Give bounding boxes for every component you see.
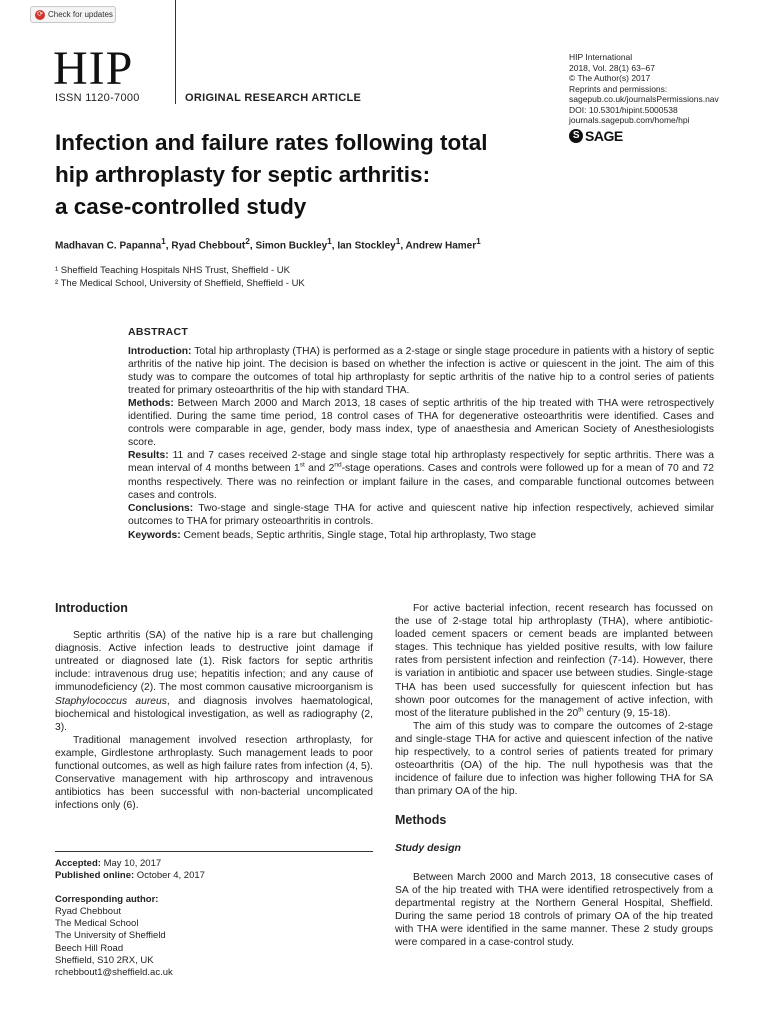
title-line: a case-controlled study (55, 194, 307, 219)
journal-meta-line: HIP International (569, 52, 633, 62)
body-paragraph: The aim of this study was to compare the outcomes of 2-stage and single-stage THA for active and quiescent infection of the native hip respectively, to a control series of patients treated for primary osteoarthritis (OA) of the hip. The null hypothesis was that the incidence of failure due to infection was higher following THA for SA than primary OA of the hip. (395, 720, 713, 798)
check-for-updates-label: Check for updates (48, 10, 113, 19)
paragraph-text: century (9, 15-18). (583, 707, 671, 719)
body-paragraph (395, 602, 713, 720)
abstract-introduction (128, 345, 714, 397)
abstract-text: 11 and 7 cases received 2-stage and single stage total hip arthroplasty respectively for septic arthritis. There was a mean interval of 4 months between 1 (128, 450, 714, 475)
ordinal-suffix: th (578, 706, 584, 714)
ordinal-suffix: st (299, 462, 305, 470)
paragraph-text: For active bacterial infection, recent research has focussed on the use of 2-stage total hip arthroplasty (THA), where antibiotic-loaded cement spacers or cement beads are implanted between stages. This technique has yielded positive results, with low failure rates from persistent infection and reinfection (7-14). However, there is variation in antibiotic and spacer use between studies. Single-stage THA has been used successfully for quiescent infection but has shown poor outcomes for the management of active infection, with most of the literature published in the 20 (395, 603, 713, 719)
abstract-text: Total hip arthroplasty (THA) is performed as a 2-stage or single stage procedure in patients with a history of septic arthritis of the native hip joint. The decision is based on whether the infection is active or quiescent in the joint. The aim of this study was to compare the outcomes of total hip arthroplasty for septic arthritis of the native hip to a control series of patients treated for primary osteoarthritis of the hip with standard THA. (128, 346, 714, 397)
abstract-results (128, 449, 714, 501)
check-for-updates-badge[interactable] (30, 6, 116, 23)
abstract-label: Keywords: (128, 529, 181, 541)
affiliation-line: ² The Medical School, University of Sheffield, Sheffield - UK (55, 278, 305, 289)
journal-logo: HIP (53, 42, 134, 95)
abstract-text: -stage operations. Cases and controls were followed up for a mean of 70 and 72 months respectively. There was no reinfection or implant failure in the cases, and comparable functional outcomes between cases and controls. (128, 463, 714, 501)
affiliation-line: ¹ Sheffield Teaching Hospitals NHS Trust, Sheffield - UK (55, 265, 290, 276)
author-name[interactable]: Ryad Chebbout (171, 240, 246, 252)
accepted-date (55, 858, 373, 870)
author-name[interactable]: Andrew Hamer (405, 240, 477, 252)
corresponding-author-line: Beech Hill Road (55, 942, 124, 954)
corresponding-author-label: Corresponding author: (55, 893, 159, 905)
journal-meta-line: 2018, Vol. 28(1) 63–67 (569, 62, 656, 73)
article-type: ORIGINAL RESEARCH ARTICLE (185, 92, 362, 104)
paragraph-text: , and diagnosis involves haematological, biochemical and histological investigation, as well as radiography (2, 3). (55, 695, 373, 733)
abstract-label: Introduction: (128, 346, 192, 358)
journal-meta-line: © The Author(s) 2017 (569, 73, 651, 83)
issn: ISSN 1120-7000 (55, 92, 140, 104)
abstract-label: Methods: (128, 398, 174, 410)
publisher-name: SAGE (585, 128, 623, 144)
footnote-value: May 10, 2017 (100, 858, 162, 869)
corresponding-author-line: Ryad Chebbout (55, 905, 122, 917)
publisher-logo (569, 128, 623, 144)
corresponding-author-line: The University of Sheffield (55, 930, 166, 942)
corresponding-author-line: Sheffield, S10 2RX, UK (55, 955, 154, 967)
abstract-keywords (128, 529, 714, 542)
left-column (55, 602, 373, 812)
footnote-divider (55, 851, 373, 852)
methods-heading: Methods (395, 813, 447, 828)
article-footnote (55, 858, 373, 980)
footnote-spacer (55, 883, 373, 894)
corresponding-author-email[interactable]: rchebbout1@sheffield.ac.uk (55, 967, 173, 979)
journal-home-link[interactable]: journals.sagepub.com/home/hpi (569, 115, 690, 125)
author-name[interactable]: Madhavan C. Papanna (55, 240, 162, 252)
permissions-link[interactable]: sagepub.co.uk/journalsPermissions.nav (569, 94, 719, 104)
abstract-label: Results: (128, 450, 169, 462)
abstract-methods (128, 397, 714, 449)
abstract-heading: ABSTRACT (128, 326, 189, 338)
abstract-text: Two-stage and single-stage THA for active and quiescent native hip infection respectively, achieved similar outcomes to THA for primary osteoarthritis in controls. (128, 502, 714, 527)
right-column (395, 602, 713, 949)
author-name[interactable]: Ian Stockley (337, 240, 396, 252)
published-date (55, 870, 373, 882)
title-line: hip arthroplasty for septic arthritis: (55, 162, 431, 187)
footnote-label: Accepted: (55, 858, 101, 869)
ordinal-suffix: nd (334, 462, 342, 470)
article-title (55, 127, 555, 223)
abstract-text: Between March 2000 and March 2013, 18 cases of septic arthritis of the hip treated with THA were retrospectively identified. During the same time period, 18 control cases of THA for degenerative osteoarthritis were identified. Cases and controls were comparable in age, gender, body mass index, type of anaesthesia and American Society of Anesthesiologists score. (128, 398, 714, 449)
author-list: Madhavan C. Papanna$^1$, Ryad Chebbout$^2$, Simon Buckley$^1$, Ian Stockley$^1$, Andrew Hamer$^1$ (55, 236, 481, 252)
doi-link[interactable]: DOI: 10.5301/hipint.5000538 (569, 104, 678, 115)
abstract-text: and 2 (304, 463, 335, 475)
study-design-heading: Study design (395, 841, 461, 854)
sage-icon: S (569, 129, 583, 143)
species-name: Staphylococcus aureus (55, 695, 167, 707)
footnote-label: Published online: (55, 870, 135, 882)
paragraph-text: Septic arthritis (SA) of the native hip is a rare but challenging diagnosis. Active infection leads to destructive joint damage if untreated or diagnosed late (1). Risk factors for septic arthritis include: intravenous drug use; hepatitis infection; and any cause of immunodeficiency (2). The most common causative microorganism is (55, 630, 373, 694)
abstract-label: Conclusions: (128, 502, 194, 514)
author-affiliation-mark: 2 (245, 236, 250, 246)
corresponding-author-line: The Medical School (55, 918, 139, 930)
body-paragraph (55, 629, 373, 734)
title-line: Infection and failure rates following total (55, 130, 488, 155)
abstract-conclusions (128, 502, 714, 528)
footnote-value: October 4, 2017 (134, 870, 205, 882)
author-affiliation-mark: 1 (161, 236, 166, 246)
author-name[interactable]: Simon Buckley (255, 240, 328, 252)
body-paragraph: Between March 2000 and March 2013, 18 consecutive cases of SA of the hip treated with THA were identified retrospectively from a departmental registry at the Northern General Hospital, Sheffield. During the same period 18 controls of primary OA of the hip treated with THA were identified in the same manner. These 2 study groups were compared in a case-control study. (395, 871, 713, 949)
update-icon: ⟳ (35, 10, 45, 20)
keywords-text: Cement beads, Septic arthritis, Single stage, Total hip arthroplasty, Two stage (183, 529, 537, 541)
author-affiliation-mark: 1 (395, 236, 401, 246)
header-divider (175, 0, 176, 104)
journal-meta (569, 52, 759, 126)
abstract (128, 326, 714, 542)
author-affiliation-mark: 1 (476, 236, 481, 246)
introduction-heading: Introduction (55, 601, 128, 615)
body-paragraph: Traditional management involved resection arthroplasty, for example, Girdlestone arthroplasty. Such management leads to poor functional outcomes, as well as high failure rates from infection (4, 5). Conservative management with hip arthroscopy and intravenous antibiotics has been successful with non-bacterial uncomplicated infections only (6). (55, 734, 373, 812)
author-affiliation-mark: 1 (327, 236, 332, 246)
affiliations (55, 264, 305, 290)
journal-meta-line: Reprints and permissions: (569, 83, 668, 94)
